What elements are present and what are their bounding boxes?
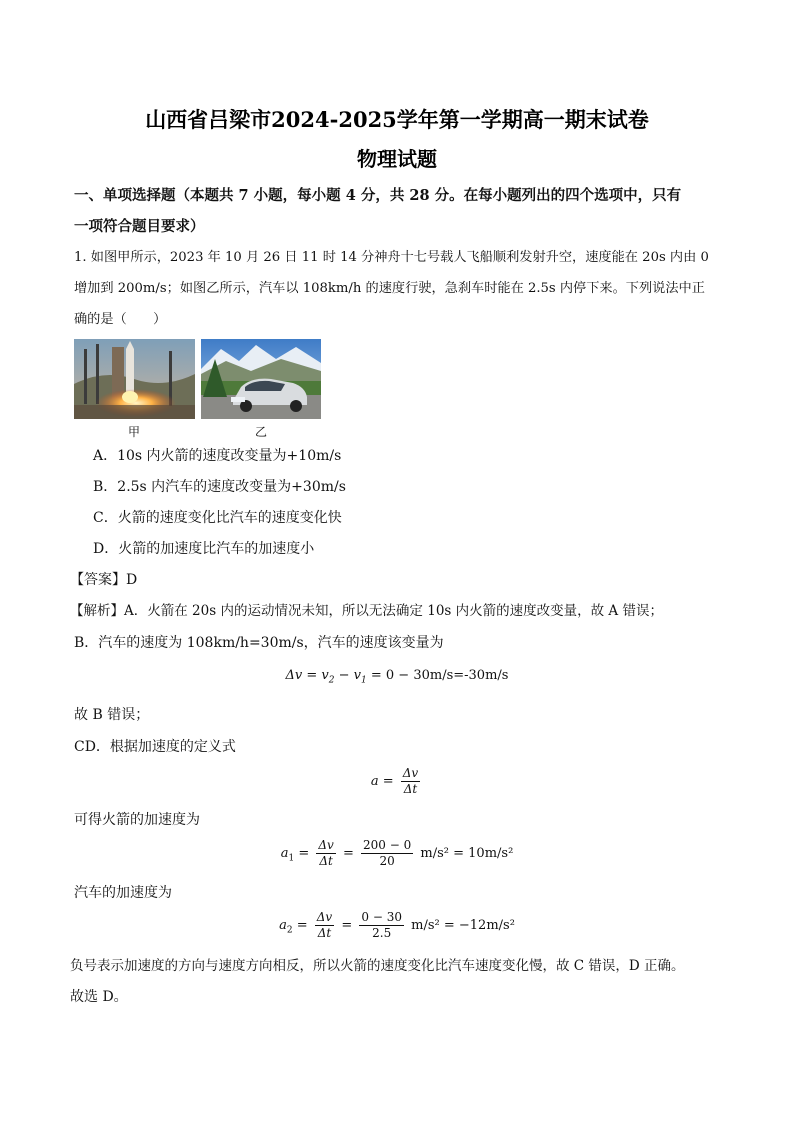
page-title: 山西省吕梁市2024-2025学年第一学期高一期末试卷 — [145, 107, 649, 132]
section-heading-line2: 一项符合题目要求） — [74, 218, 205, 235]
eq4-numerator: 0 − 30 — [361, 910, 402, 924]
eq4-denominator: 2.5 — [372, 926, 392, 940]
equation-car-acceleration: $a_2$ = $\frac{\Delta v}{\Delta t}$ = $\frac{0 - 30}{2.5}$ m/s² = −12m/s² — [279, 910, 515, 940]
analysis-line-2: B．汽车的速度为 108km/h=30m/s，汽车的速度该变量为 — [74, 635, 444, 651]
caption-right: 乙 — [255, 425, 268, 439]
section-heading-line1: 一、单项选择题（本题共 7 小题，每小题 4 分，共 28 分。在每小题列出的四个选项中，只有 — [74, 187, 682, 204]
eq3-numerator: 200 − 0 — [363, 838, 412, 852]
option-c: C．火箭的速度变化比汽车的速度变化快 — [93, 510, 342, 526]
question-line-1: 1. 如图甲所示，2023 年 10 月 26 日 11 时 14 分神舟十七号载人飞船顺利发射升空，速度能在 20s 内由 0 — [74, 250, 709, 265]
option-d: D．火箭的加速度比汽车的加速度小 — [93, 541, 315, 557]
equation-1-rhs: = 0 − 30m/s=-30m/s — [370, 668, 509, 683]
page-subtitle: 物理试题 — [357, 147, 437, 171]
equation-3-rhs: = 10m/s² — [453, 846, 514, 861]
question-line-2: 增加到 200m/s；如图乙所示，汽车以 108km/h 的速度行驶，急刹车时能在 2.5s 内停下来。下列说法中正 — [74, 281, 705, 296]
caption-left: 甲 — [128, 425, 141, 439]
equation-velocity-change: $\Delta v = v_2 - v_1 = 0 - 30m/s=-30m/s$ — [285, 668, 509, 686]
line-cd: CD．根据加速度的定义式 — [74, 739, 236, 755]
equation-acceleration-definition: a = $\frac{\Delta v}{\Delta t}$ — [370, 766, 419, 796]
equation-4-rhs: = −12m/s² — [443, 918, 515, 933]
line-rocket: 可得火箭的加速度为 — [74, 812, 200, 828]
answer-label: 【答案】D — [70, 572, 138, 588]
car-photo — [201, 339, 321, 419]
question-line-3: 确的是（ ） — [74, 312, 167, 327]
equation-rocket-acceleration: $a_1$ = $\frac{\Delta v}{\Delta t}$ = $\frac{200 - 0}{20}$ m/s² = 10m/s² — [280, 838, 514, 868]
conclusion-line: 负号表示加速度的方向与速度方向相反，所以火箭的速度变化比汽车速度变化慢，故 C 错误，D 正确。 — [70, 958, 685, 974]
analysis-line-1: 【解析】A．火箭在 20s 内的运动情况未知，所以无法确定 10s 内火箭的速度改变量，故 A 错误； — [70, 603, 663, 619]
eq3-denominator: 20 — [379, 854, 395, 868]
line-car: 汽车的加速度为 — [74, 885, 172, 901]
rocket-launch-photo — [74, 339, 195, 419]
option-a: A．10s 内火箭的速度改变量为+10m/s — [93, 448, 342, 464]
option-b: B．2.5s 内汽车的速度改变量为+30m/s — [93, 479, 346, 495]
final-answer-line: 故选 D。 — [70, 989, 128, 1005]
line-b-wrong: 故 B 错误； — [74, 707, 150, 723]
